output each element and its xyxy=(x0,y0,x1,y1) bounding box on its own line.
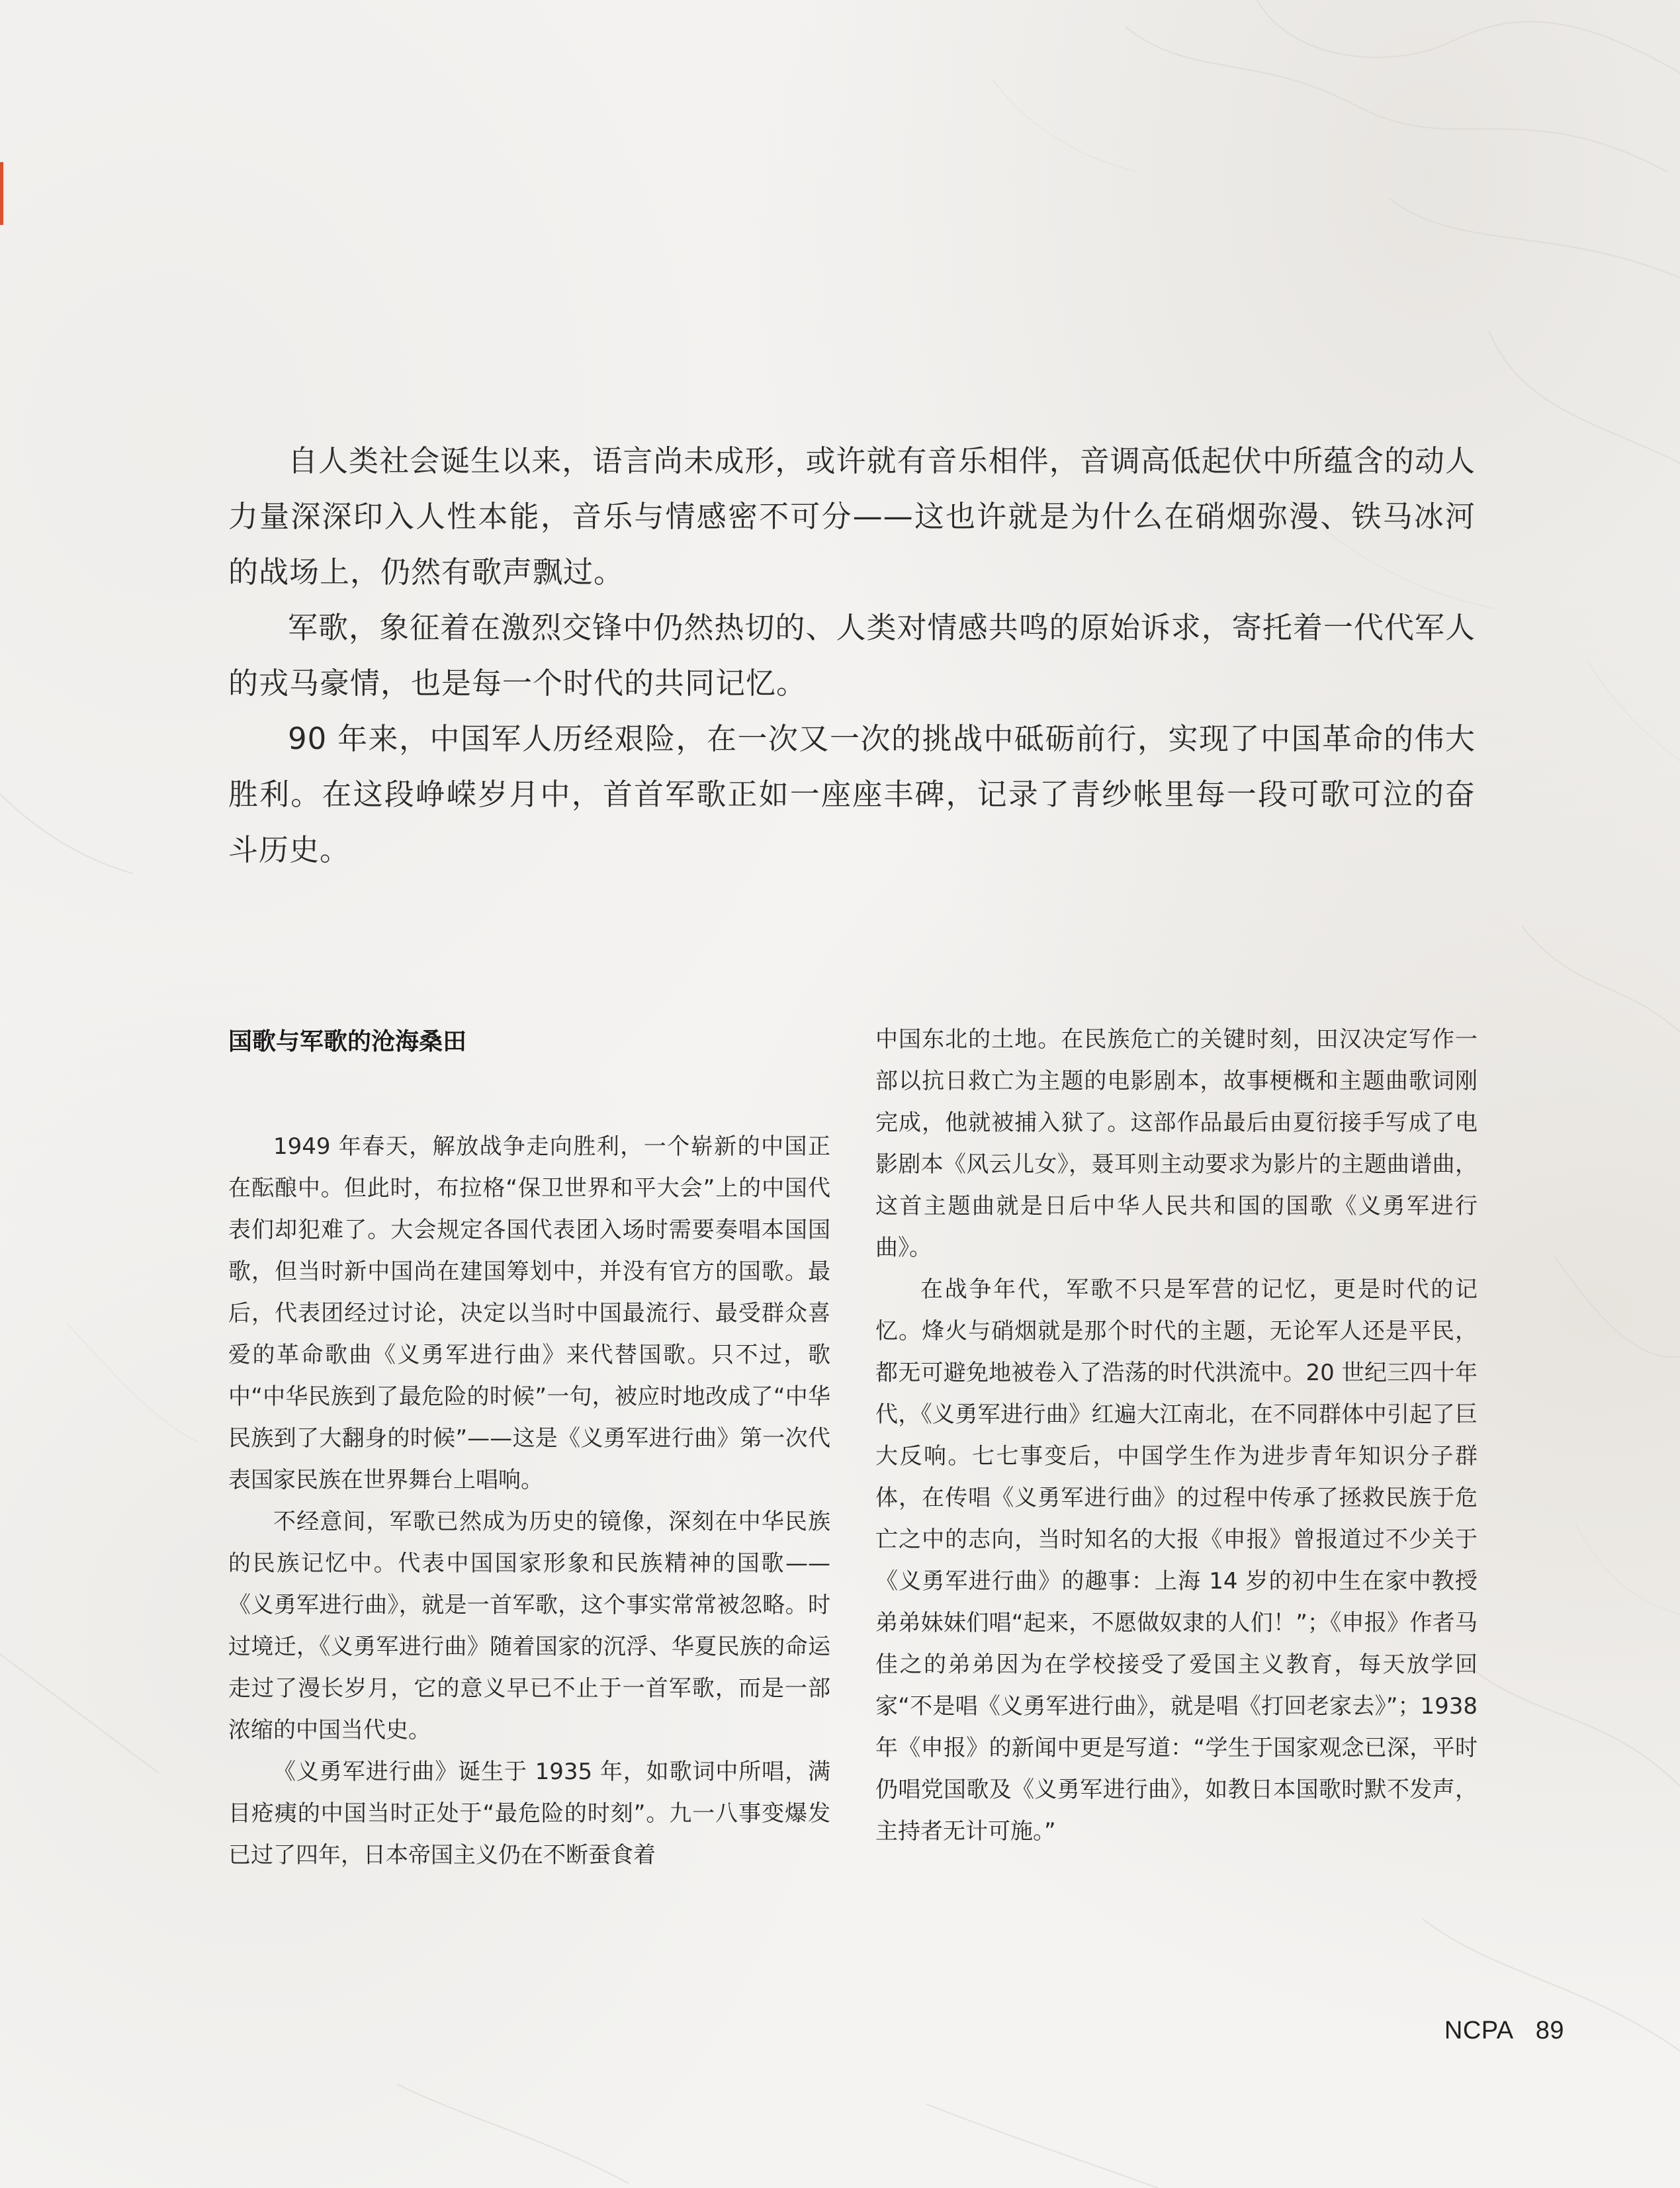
page-footer xyxy=(1444,2017,1564,2045)
intro-paragraph: 90 年来，中国军人历经艰险，在一次又一次的挑战中砥砺前行，实现了中国革命的伟大胜利。在这段峥嵘岁月中，首首军歌正如一座座丰碑，记录了青纱帐里每一段可歌可泣的奋斗历史。 xyxy=(228,721,1476,867)
article-right-column xyxy=(875,1019,1478,1853)
body-paragraph-continued: 中国东北的土地。在民族危亡的关键时刻，田汉决定写作一部以抗日救亡为主题的电影剧本，故事梗概和主题曲歌词刚完成，他就被捕入狱了。这部作品最后由夏衍接手写成了电影剧本《风云儿女》，聂耳则主动要求为影片的主题曲谱曲，这首主题曲就是日后中华人民共和国的国歌《义勇军进行曲》。 xyxy=(875,1026,1478,1261)
body-paragraph: 不经意间，军歌已然成为历史的镜像，深刻在中华民族的民族记忆中。代表中国国家形象和民族精神的国歌——《义勇军进行曲》，就是一首军歌，这个事实常常被忽略。时过境迁，《义勇军进行曲》随着国家的沉浮、华夏民族的命运走过了漫长岁月，它的意义早已不止于一首军歌，而是一部浓缩的中国当代史。 xyxy=(228,1509,830,1743)
intro-paragraph: 自人类社会诞生以来，语言尚未成形，或许就有音乐相伴，音调高低起伏中所蕴含的动人力量深深印入人性本能，音乐与情感密不可分——这也许就是为什么在硝烟弥漫、铁马冰河的战场上，仍然有歌声飘过。 xyxy=(228,443,1476,590)
body-paragraph: 1949 年春天，解放战争走向胜利，一个崭新的中国正在酝酿中。但此时，布拉格“保卫世界和平大会”上的中国代表们却犯难了。大会规定各国代表团入场时需要奏唱本国国歌，但当时新中国尚在建国筹划中，并没有官方的国歌。最后，代表团经过讨论，决定以当时中国最流行、最受群众喜爱的革命歌曲《义勇军进行曲》来代替国歌。只不过，歌中“中华民族到了最危险的时候”一句，被应时地改成了“中华民族到了大翻身的时候”——这是《义勇军进行曲》第一次代表国家民族在世界舞台上唱响。 xyxy=(228,1133,830,1493)
page-edge-color-mark xyxy=(0,162,3,225)
magazine-brand: NCPA xyxy=(1444,2017,1514,2044)
body-paragraph: 在战争年代，军歌不只是军营的记忆，更是时代的记忆。烽火与硝烟就是那个时代的主题，无论军人还是平民，都无可避免地被卷入了浩荡的时代洪流中。20 世纪三四十年代，《义勇军进行曲》红遍大江南北，在不同群体中引起了巨大反响。七七事变后，中国学生作为进步青年知识分子群体，在传唱《义勇军进行曲》的过程中传承了拯救民族于危亡之中的志向，当时知名的大报《申报》曾报道过不少关于《义勇军进行曲》的趣事：上海 14 岁的初中生在家中教授弟弟妹妹们唱“起来，不愿做奴隶的人们！”；《申报》作者马佳之的弟弟因为在学校接受了爱国主义教育，每天放学回家“不是唱《义勇军进行曲》，就是唱《打回老家去》”；1938 年《申报》的新闻中更是写道：“学生于国家观念已深，平时仍唱党国歌及《义勇军进行曲》，如教日本国歌时默不发声，主持者无计可施。” xyxy=(875,1276,1478,1845)
body-paragraph: 《义勇军进行曲》诞生于 1935 年，如歌词中所唱，满目疮痍的中国当时正处于“最危险的时刻”。九一八事变爆发已过了四年，日本帝国主义仍在不断蚕食着 xyxy=(228,1759,830,1868)
article-left-column xyxy=(228,1019,830,1876)
intro-section xyxy=(228,433,1476,878)
page-number: 89 xyxy=(1535,2017,1564,2044)
section-heading: 国歌与军歌的沧海桑田 xyxy=(228,1028,467,1055)
intro-paragraph: 军歌，象征着在激烈交锋中仍然热切的、人类对情感共鸣的原始诉求，寄托着一代代军人的戎马豪情，也是每一个时代的共同记忆。 xyxy=(228,610,1476,701)
